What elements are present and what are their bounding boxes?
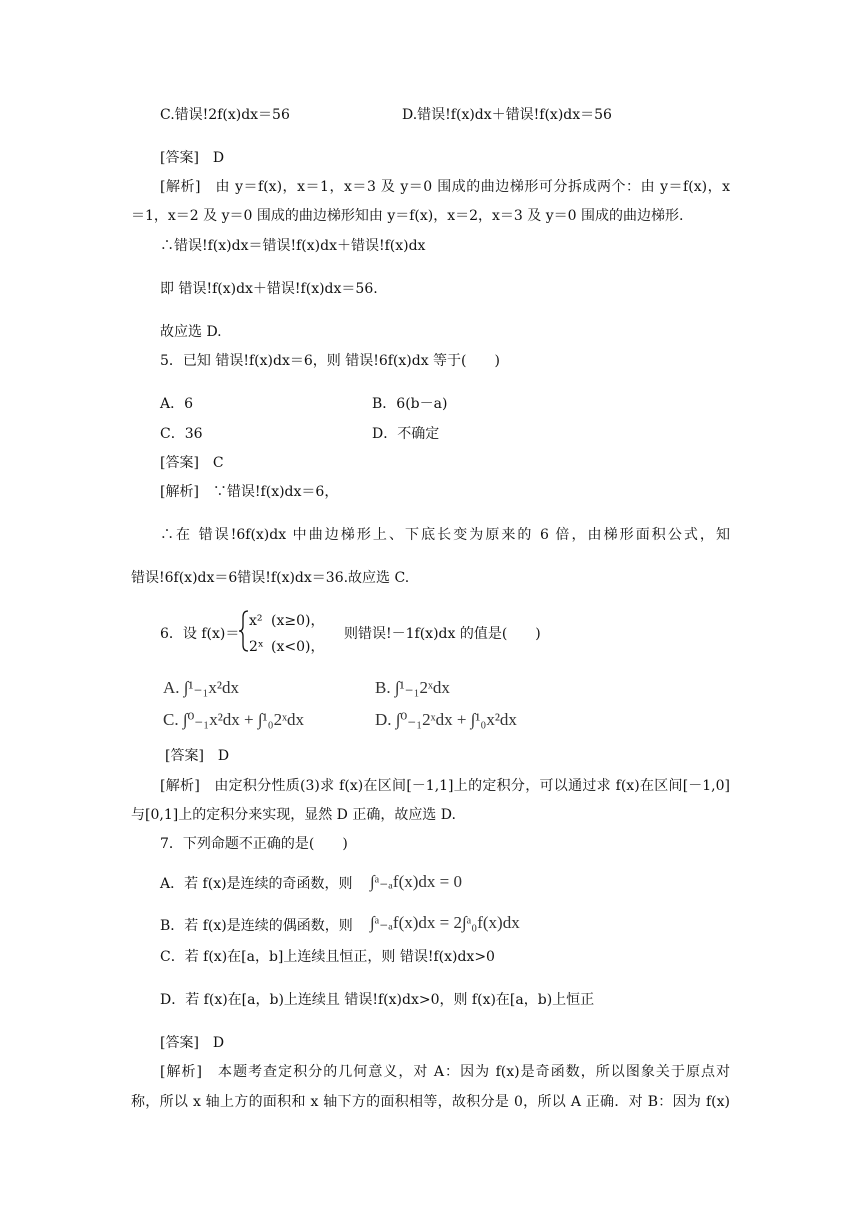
q6-case-2-expression: 2ˣ xyxy=(249,639,264,655)
q7-option-a-formula: ∫ᵃ₋ₐf(x)dx = 0 xyxy=(370,872,462,891)
q7-option-b-formula: ∫ᵃ₋ₐf(x)dx = 2∫ᵃ₀f(x)dx xyxy=(370,913,520,932)
q5-option-b: B．6(b－a) xyxy=(372,396,448,412)
q6-case-2-condition: (x<0)， xyxy=(271,639,325,655)
q5-option-a: A．6 xyxy=(160,396,194,412)
q7-analysis-line-1: [解析] 本题考查定积分的几何意义，对 A：因为 f(x)是奇函数，所以图象关于原点对 xyxy=(160,1064,730,1080)
q6-answer: [答案] D xyxy=(165,748,230,764)
q6-analysis-line-1: [解析] 由定积分性质(3)求 f(x)在区间[－1,1]上的定积分，可以通过求 f(x)在区间[－1,0] xyxy=(160,778,730,794)
q6-option-c: C. ∫⁰₋₁x²dx + ∫¹₀2ˣdx xyxy=(163,710,304,729)
q4-option-c: C.错误!2f(x)dx＝56 xyxy=(160,107,290,123)
q6-option-d: D. ∫⁰₋₁2ˣdx + ∫¹₀x²dx xyxy=(375,710,517,729)
q5-analysis-line-2: ∴在 错误!6f(x)dx 中曲边梯形上、下底长变为原来的 6 倍，由梯形面积公式，知 xyxy=(160,527,730,543)
q6-question-prefix: 6．设 f(x)＝ xyxy=(160,626,240,642)
q6-option-a: A. ∫¹₋₁x²dx xyxy=(163,678,240,697)
q5-question: 5．已知 错误!f(x)dx＝6，则 错误!6f(x)dx 等于( ) xyxy=(160,353,500,369)
q7-option-c: C．若 f(x)在[a，b]上连续且恒正，则 错误!f(x)dx>0 xyxy=(160,949,495,965)
q6-case-1-condition: (x≥0)， xyxy=(271,613,325,629)
q5-analysis-line-1: [解析] ∵错误!f(x)dx＝6， xyxy=(160,484,339,500)
q4-option-d: D.错误!f(x)dx＋错误!f(x)dx＝56 xyxy=(402,107,612,123)
q7-analysis-line-2: 称，所以 x 轴上方的面积和 x 轴下方的面积相等，故积分是 0，所以 A 正确．对 B：因为 f(x) xyxy=(131,1094,730,1110)
q7-question: 7．下列命题不正确的是( ) xyxy=(160,836,348,852)
q4-analysis-line-4: 即 错误!f(x)dx＋错误!f(x)dx＝56. xyxy=(160,281,378,297)
q6-option-b: B. ∫¹₋₁2ˣdx xyxy=(375,678,450,697)
q5-answer: [答案] C xyxy=(160,455,224,471)
q7-option-b-text: B．若 f(x)是连续的偶函数，则 xyxy=(160,918,353,934)
q5-option-d: D．不确定 xyxy=(372,426,440,442)
q4-analysis-line-3: ∴错误!f(x)dx＝错误!f(x)dx＋错误!f(x)dx xyxy=(160,238,426,254)
q7-option-d: D．若 f(x)在[a，b)上连续且 错误!f(x)dx>0，则 f(x)在[a，b)上恒正 xyxy=(160,992,595,1008)
q5-option-c: C．36 xyxy=(160,426,203,442)
q4-conclusion: 故应选 D. xyxy=(160,324,222,340)
q5-analysis-line-3: 错误!6f(x)dx＝6错误!f(x)dx＝36.故应选 C. xyxy=(131,570,410,586)
q4-analysis-line-2: ＝1，x＝2 及 y＝0 围成的曲边梯形知由 y＝f(x)，x＝2，x＝3 及 y＝0 围成的曲边梯形. xyxy=(131,208,684,224)
q4-analysis-line-1: [解析] 由 y＝f(x)，x＝1，x＝3 及 y＝0 围成的曲边梯形可分拆成两个：由 y＝f(x)，x xyxy=(160,179,730,195)
q6-case-1-expression: x² xyxy=(249,613,263,629)
q7-answer: [答案] D xyxy=(160,1035,225,1051)
q6-analysis-line-2: 与[0,1]上的定积分来实现，显然 D 正确，故应选 D. xyxy=(131,807,456,823)
q7-option-a-text: A．若 f(x)是连续的奇函数，则 xyxy=(160,876,353,892)
q6-question-suffix: 则错误!－1f(x)dx 的值是( ) xyxy=(344,626,541,642)
q4-answer: [答案] D xyxy=(160,150,225,166)
